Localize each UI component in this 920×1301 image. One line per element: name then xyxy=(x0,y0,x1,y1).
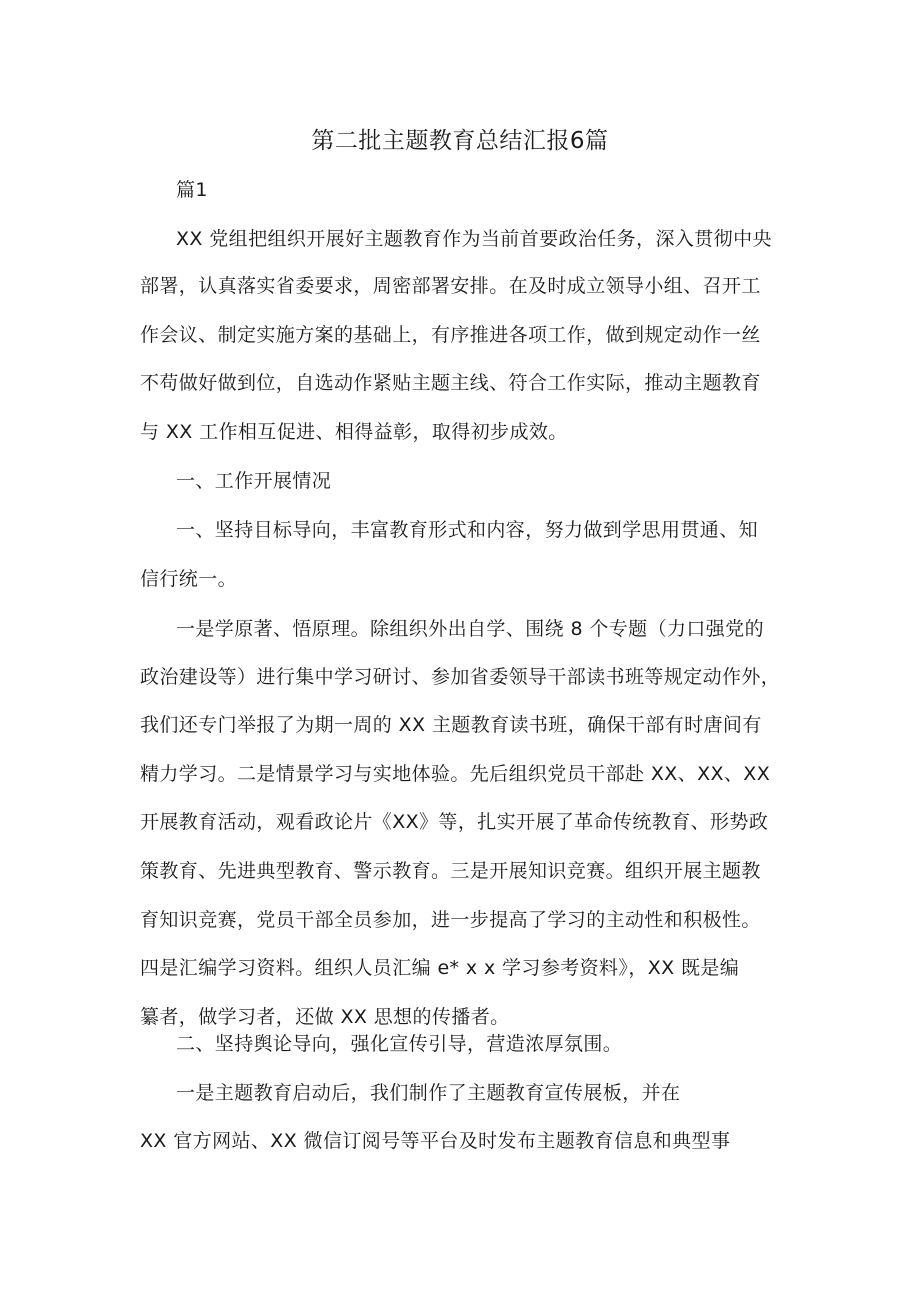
paragraph-line: 信行统一。 xyxy=(140,568,238,590)
paragraph-line: 育知识竞赛，党员干部全员参加，进一步提高了学习的主动性和积极性。 xyxy=(140,909,761,931)
paragraph-line: 我们还专门举报了为期一周的 XX 主题教育读书班，确保干部有时唐间有 xyxy=(140,714,762,736)
paragraph-line: 开展教育活动，观看政论片《XX》等，扎实开展了革命传统教育、形势政 xyxy=(140,811,769,833)
paragraph-line: 四是汇编学习资料。组织人员汇编 e* x x 学习参考资料》，XX 既是编 xyxy=(140,957,740,979)
paragraph-line: 作会议、制定实施方案的基础上，有序推进各项工作，做到规定动作一丝 xyxy=(140,324,761,346)
paragraph-line: 不苟做好做到位，自选动作紧贴主题主线、符合工作实际，推动主题教育 xyxy=(140,372,761,394)
paragraph-line: 一、坚持目标导向，丰富教育形式和内容，努力做到学思用贯通、知 xyxy=(176,519,759,541)
paragraph-line: 纂者，做学习者，还做 XX 思想的传播者。 xyxy=(140,1006,510,1028)
paragraph-line: XX 官方网站、XX 微信订阅号等平台及时发布主题教育信息和典型事 xyxy=(140,1130,731,1152)
section-heading: 二、坚持舆论导向，强化宣传引导，营造浓厚氛围。 xyxy=(176,1033,623,1055)
paragraph-line: XX 党组把组织开展好主题教育作为当前首要政治任务，深入贯彻中央 xyxy=(176,228,772,250)
paragraph-line: 部署，认真落实省委要求，周密部署安排。在及时成立领导小组、召开工 xyxy=(140,275,761,297)
paragraph-line: 策教育、先进典型教育、警示教育。三是开展知识竞赛。组织开展主题教 xyxy=(140,860,761,882)
section-heading: 一、工作开展情况 xyxy=(176,470,332,492)
paragraph-line: 与 XX 工作相互促进、相得益彰，取得初步成效。 xyxy=(140,421,568,443)
paragraph-line: 精力学习。二是情景学习与实地体验。先后组织党员干部赴 XX、XX、XX xyxy=(140,763,771,785)
section-label: 篇1 xyxy=(176,179,208,201)
paragraph-line: 一是学原著、悟原理。除组织外出自学、围绕 8 个专题（力口强党的 xyxy=(176,618,764,640)
paragraph-line: 政治建设等）进行集中学习研讨、参加省委领导干部读书班等规定动作外， xyxy=(140,666,781,688)
document-title: 第二批主题教育总结汇报6篇 xyxy=(311,128,609,154)
paragraph-line: 一是主题教育启动后，我们制作了主题教育宣传展板，并在 xyxy=(176,1082,681,1104)
